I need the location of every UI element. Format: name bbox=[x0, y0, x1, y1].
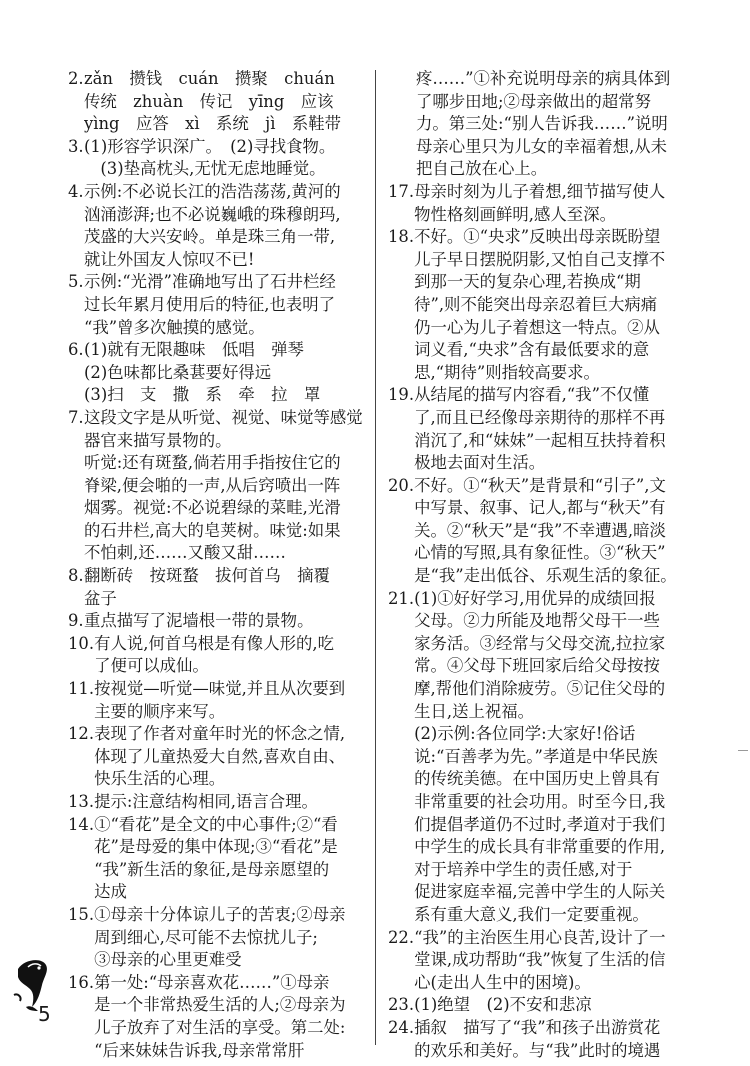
answer-line: 茂盛的大兴安岭。单是珠三角一带, bbox=[84, 227, 336, 247]
answer-item bbox=[68, 271, 368, 339]
answer-text bbox=[414, 588, 700, 927]
answer-line: 堂课,成功帮助“我”恢复了生活的信 bbox=[414, 950, 666, 970]
answer-16-continuation bbox=[388, 68, 700, 181]
answer-item bbox=[68, 339, 368, 407]
answer-text bbox=[84, 181, 368, 271]
answer-line: 第一处:“母亲喜欢花……”①母亲 bbox=[94, 972, 330, 992]
answer-number: 12. bbox=[68, 724, 95, 744]
answer-item bbox=[388, 475, 700, 588]
answer-line: 就让外国友人惊叹不已! bbox=[84, 249, 255, 269]
answer-text bbox=[84, 68, 368, 136]
answer-line: 是一个非常热爱生活的人;②母亲为 bbox=[94, 995, 346, 1015]
answer-line: yìng 应答 xì 系统 jì 系鞋带 bbox=[84, 114, 342, 134]
answer-line: 说:“百善孝为先。”孝道是中华民族 bbox=[414, 746, 658, 766]
answer-text bbox=[84, 136, 368, 181]
answer-line: 系有重大意义,我们一定要重视。 bbox=[414, 904, 649, 924]
answer-number: 4. bbox=[68, 181, 84, 201]
answer-text bbox=[94, 972, 368, 1062]
answer-line: 儿子放弃了对生活的享受。第二处: bbox=[94, 1017, 346, 1037]
answer-line: 周到细心,尽可能不去惊扰儿子; bbox=[94, 927, 318, 947]
answer-number: 23. bbox=[388, 995, 415, 1015]
answer-item bbox=[68, 972, 368, 1062]
answer-item bbox=[388, 181, 700, 226]
answer-line: 中学生的成长具有非常重要的作用, bbox=[414, 837, 666, 857]
answer-line: 力。第三处:“别人告诉我……”说明 bbox=[416, 114, 668, 134]
answer-text bbox=[84, 339, 368, 407]
answer-number: 11. bbox=[68, 679, 95, 699]
answer-item bbox=[388, 384, 700, 474]
answer-line: 烟雾。视觉:不必说碧绿的菜畦,光滑 bbox=[84, 498, 341, 518]
answer-line: 消沉了,和“妹妹”一起相互扶持着积 bbox=[414, 430, 666, 450]
answer-item bbox=[388, 226, 700, 384]
answer-line: “后来妹妹告诉我,母亲常常肝 bbox=[94, 1040, 305, 1060]
answer-line: 是“我”走出低谷、乐观生活的象征。 bbox=[414, 566, 677, 586]
answer-line: (2)色味都比桑葚要好得远 bbox=[84, 362, 272, 382]
answer-number: 13. bbox=[68, 792, 95, 811]
answer-line: (3)扫 支 撒 系 牵 拉 罩 bbox=[84, 385, 321, 405]
answer-line: 极地去面对生活。 bbox=[414, 453, 546, 473]
left-column bbox=[68, 68, 368, 1062]
answer-text bbox=[414, 226, 700, 384]
answer-line: 脊梁,便会啪的一声,从后窍喷出一阵 bbox=[84, 475, 341, 495]
answer-item bbox=[68, 68, 368, 136]
answer-number: 20. bbox=[388, 475, 415, 495]
answer-line: 这段文字是从听觉、视觉、味觉等感觉 bbox=[84, 407, 363, 427]
answer-line: 思,“期待”则指较高要求。 bbox=[414, 362, 600, 382]
answer-line: 心(走出人生中的困境)。 bbox=[414, 972, 591, 992]
answer-item bbox=[388, 927, 700, 995]
column-divider bbox=[375, 70, 376, 1045]
answer-line: 了便可以成仙。 bbox=[94, 656, 209, 676]
page-number: 5 bbox=[38, 1002, 51, 1026]
answer-number: 7. bbox=[68, 407, 84, 427]
answer-line: 了,而且已经像母亲期待的那样不再 bbox=[414, 407, 666, 427]
right-answer-list bbox=[388, 181, 700, 1062]
answer-line: 仍一心为儿子着想这一特点。②从 bbox=[414, 317, 660, 337]
answer-item bbox=[68, 633, 368, 678]
answer-line: 促进家庭幸福,完善中学生的人际关 bbox=[414, 882, 666, 902]
answer-line: 父母。②力所能及地帮父母干一些 bbox=[414, 611, 660, 631]
answer-line: 达成 bbox=[94, 882, 127, 902]
answer-line: zǎn 攒钱 cuán 攒聚 chuán bbox=[84, 69, 335, 88]
answer-line: 待”,则不能突出母亲忍着巨大病痛 bbox=[414, 294, 658, 314]
answer-line: 传统 zhuàn 传记 yīng 应该 bbox=[84, 91, 334, 111]
answer-line: 按视觉—听觉—味觉,并且从次要到 bbox=[94, 679, 346, 699]
answer-line: 物性格刻画鲜明,感人至深。 bbox=[414, 204, 616, 224]
answer-item bbox=[68, 791, 368, 814]
answer-line: 器官来描写景物的。 bbox=[84, 430, 232, 450]
answer-item bbox=[388, 1017, 700, 1062]
answer-item bbox=[68, 565, 368, 610]
answer-item bbox=[388, 588, 700, 927]
answer-item bbox=[68, 181, 368, 271]
answer-line: 关。②“秋天”是“我”不幸遭遇,暗淡 bbox=[414, 520, 666, 540]
answer-line: 汹涌澎湃;也不必说巍峨的珠穆朗玛, bbox=[84, 204, 341, 224]
answer-number: 3. bbox=[68, 136, 84, 156]
answer-number: 19. bbox=[388, 385, 415, 405]
answer-line: “我”的主治医生用心良苦,设计了一 bbox=[414, 927, 666, 947]
answer-line: 不好。①“央求”反映出母亲既盼望 bbox=[414, 227, 661, 247]
answer-line: 非常重要的社会功用。时至今日,我 bbox=[414, 792, 666, 811]
answer-line: (3)垫高枕头,无忧无虑地睡觉。 bbox=[84, 159, 326, 179]
answer-line: 有人说,何首乌根是有像人形的,吃 bbox=[94, 633, 334, 653]
answer-line: 对于培养中学生的责任感,对于 bbox=[414, 859, 633, 879]
answer-line: 快乐生活的心理。 bbox=[94, 769, 226, 789]
answer-line: 的石井栏,高大的皂荚树。味觉:如果 bbox=[84, 520, 341, 540]
answer-text bbox=[84, 610, 368, 633]
answer-line: 体现了儿童热爱大自然,喜欢自由、 bbox=[94, 746, 346, 766]
margin-mark bbox=[738, 750, 748, 751]
answer-item bbox=[68, 407, 368, 565]
answer-line: (2)示例:各位同学:大家好!俗话 bbox=[414, 724, 636, 744]
answer-text bbox=[84, 271, 368, 339]
answer-text bbox=[414, 927, 700, 995]
answer-text bbox=[94, 904, 368, 972]
answer-number: 14. bbox=[68, 814, 95, 834]
answer-line: 母亲心里只为儿女的幸福着想,从未 bbox=[416, 136, 668, 156]
answer-item bbox=[68, 904, 368, 972]
answer-line: 母亲时刻为儿子着想,细节描写使人 bbox=[414, 181, 666, 201]
answer-line: 听觉:还有斑蝥,倘若用手指按住它的 bbox=[84, 453, 341, 473]
answer-number: 2. bbox=[68, 69, 84, 88]
answer-number: 22. bbox=[388, 927, 415, 947]
answer-line: 不怕刺,还……又酸又甜…… bbox=[84, 543, 286, 563]
answer-line: ①“看花”是全文的中心事件;②“看 bbox=[94, 814, 338, 834]
answer-text bbox=[414, 994, 700, 1017]
answer-item bbox=[388, 994, 700, 1017]
answer-item bbox=[68, 814, 368, 904]
answer-text bbox=[84, 407, 368, 565]
answer-number: 10. bbox=[68, 633, 95, 653]
answer-number: 16. bbox=[68, 972, 95, 992]
answer-item bbox=[68, 723, 368, 791]
answer-line: 们提倡孝道仍不过时,孝道对于我们 bbox=[414, 814, 666, 834]
answer-line: 的欢乐和美好。与“我”此时的境遇 bbox=[414, 1040, 661, 1060]
answer-line: 心情的写照,具有象征性。③“秋天” bbox=[414, 543, 666, 563]
answer-text bbox=[94, 814, 368, 904]
answer-line: 插叙 描写了“我”和孩子出游赏花 bbox=[414, 1017, 661, 1037]
answer-line: (1)形容学识深广。 (2)寻找食物。 bbox=[84, 136, 336, 156]
answer-item bbox=[68, 136, 368, 181]
answer-text bbox=[94, 791, 368, 814]
answer-number: 17. bbox=[388, 181, 415, 201]
answer-line: 词义看,“央求”含有最低要求的意 bbox=[414, 340, 650, 360]
answer-text bbox=[94, 678, 368, 723]
answer-text bbox=[84, 565, 368, 610]
answer-text bbox=[414, 181, 700, 226]
answer-line: 中写景、叙事、记人,都与“秋天”有 bbox=[414, 498, 666, 518]
answer-line: 花”是母爱的集中体现;③“看花”是 bbox=[94, 837, 338, 857]
answer-number: 24. bbox=[388, 1017, 415, 1037]
answer-line: (1)就有无限趣味 低唱 弹琴 bbox=[84, 340, 304, 360]
answer-text bbox=[94, 633, 368, 678]
answer-number: 18. bbox=[388, 227, 415, 247]
answer-line: 表现了作者对童年时光的怀念之情, bbox=[94, 724, 346, 744]
answer-line: 儿子早日摆脱阴影,又怕自己支撑不 bbox=[414, 249, 666, 269]
answer-line: 重点描写了泥墙根一带的景物。 bbox=[84, 611, 314, 631]
answer-number: 8. bbox=[68, 566, 84, 586]
answer-number: 21. bbox=[388, 588, 415, 608]
answer-line: 主要的顺序来写。 bbox=[94, 701, 226, 721]
answer-line: 了哪步田地;②母亲做出的超常努 bbox=[416, 91, 651, 111]
answer-line: ①母亲十分体谅儿子的苦衷;②母亲 bbox=[94, 904, 346, 924]
answer-line: 摩,帮他们消除疲劳。⑤记住父母的 bbox=[414, 679, 666, 699]
answer-line: 翻断砖 按斑蝥 拔何首乌 摘覆 bbox=[84, 566, 330, 586]
answer-number: 9. bbox=[68, 611, 84, 631]
answer-line: 家务活。③经常与父母交流,拉拉家 bbox=[414, 633, 666, 653]
answer-line: 过长年累月使用后的特征,也表明了 bbox=[84, 294, 336, 314]
answer-item bbox=[68, 610, 368, 633]
answer-line: 示例:“光滑”准确地写出了石井栏经 bbox=[84, 272, 336, 292]
answer-line: 生日,送上祝福。 bbox=[414, 701, 535, 721]
answer-line: 盆子 bbox=[84, 588, 117, 608]
answer-line: 不好。①“秋天”是背景和“引子”,文 bbox=[414, 475, 666, 495]
answer-number: 15. bbox=[68, 904, 95, 924]
answer-line: 从结尾的描写内容看,“我”不仅懂 bbox=[414, 385, 650, 405]
answer-line: ③母亲的心里更难受 bbox=[94, 950, 242, 970]
answer-line: 示例:不必说长江的浩浩荡荡,黄河的 bbox=[84, 181, 341, 201]
answer-text bbox=[414, 475, 700, 588]
answer-line: 把自己放在心上。 bbox=[416, 159, 548, 179]
answer-line: 常。④父母下班回家后给父母按按 bbox=[414, 656, 660, 676]
answer-text bbox=[414, 1017, 700, 1062]
answer-line: (1)绝望 (2)不安和悲凉 bbox=[414, 995, 592, 1015]
answer-item bbox=[68, 678, 368, 723]
answer-line: 的传统美德。在中国历史上曾具有 bbox=[414, 769, 660, 789]
answer-text bbox=[414, 384, 700, 474]
answer-text bbox=[94, 723, 368, 791]
answer-number: 5. bbox=[68, 272, 84, 292]
right-column bbox=[388, 68, 700, 1062]
answer-line: (1)①好好学习,用优异的成绩回报 bbox=[414, 588, 656, 608]
answer-number: 6. bbox=[68, 340, 84, 360]
answer-line: 疼……”①补充说明母亲的病具体到 bbox=[416, 69, 671, 88]
answer-line: “我”曾多次触摸的感觉。 bbox=[84, 317, 265, 337]
answer-line: 提示:注意结构相同,语言合理。 bbox=[94, 792, 318, 811]
answer-line: “我”新生活的象征,是母亲愿望的 bbox=[94, 859, 330, 879]
answer-line: 到那一天的复杂心理,若换成“期 bbox=[414, 272, 641, 292]
